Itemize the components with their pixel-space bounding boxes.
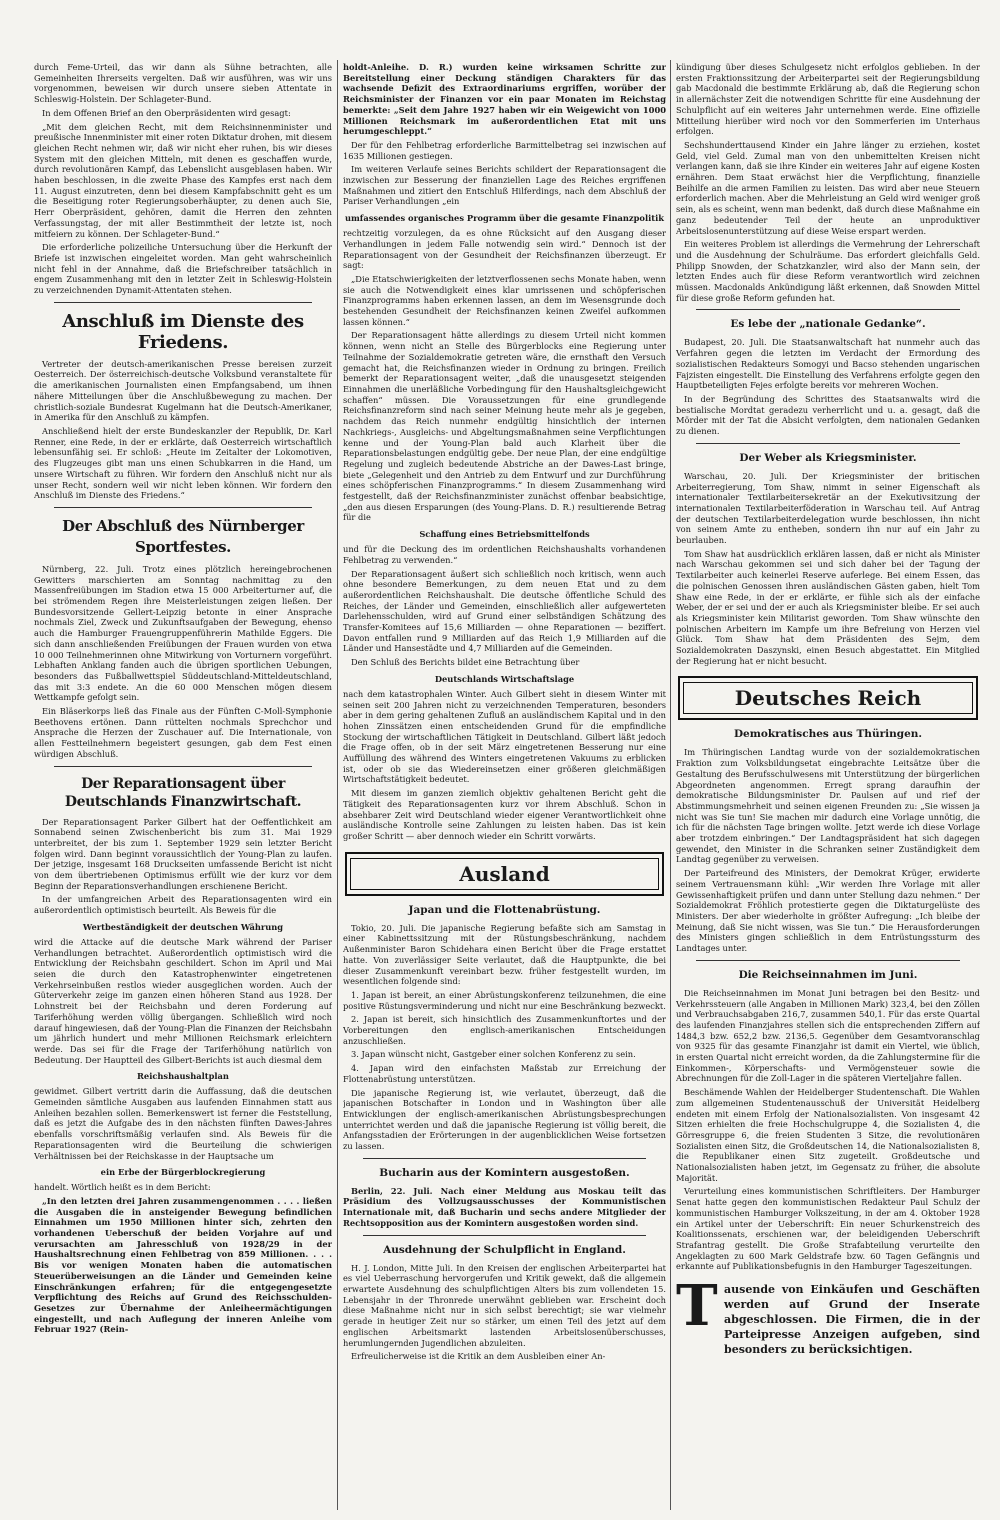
paragraph: durch Feme-Urteil, das wir dann als Sühne betrachten, alle Gemeinheiten Ihrerseits vergelten. Daß wir ausführen, was wir uns vorgenommen, beweisen wir durch unsere sieben Attentate in Schleswig-Holstein. Der Schlageter-Bund. [34,62,332,105]
subheading: Deutschlands Wirtschaftslage [434,673,575,684]
paragraph: Vertreter der deutsch-amerikanischen Presse bereisen zurzeit Oesterreich. Der österreichisch-deutsche Volksbund veranstaltete für die amerikanischen Journalisten einen Empfangsabend, um ihnen nähere Mitteilungen über die Anschlußbewegung zu machen. Der christlich-soziale Bundesrat Kugelmann hat die Deutsch-Amerikaner, in Amerika für den Anschluß zu kämpfen. [34,358,332,423]
paragraph: und für die Deckung des im ordentlichen Reichshaushalts vorhandenen Fehlbetrag zu verwenden.“ [343,544,666,565]
paragraph: kündigung über dieses Schulgesetz nicht erfolglos geblieben. In der ersten Fraktionssitzung der Arbeiterpartei seit der Regierungsbildung gab Macdonald die bestimmte Erklärung ab, daß die Regierung schon in allernächster Zeit die notwendigen Schritte für eine Ausdehnung der Schulpflicht auf ein weiteres Jahr unternehmen werde. Eine offizielle Mitteilung hierüber wird noch vor den Sommerferien im Unterhaus erfolgen. [676,62,980,137]
paragraph: In der Begründung des Schrittes des Staatsanwalts wird die bestialische Mordtat geradezu verherrlicht und u. a. gesagt, daß die Mörder mit der Tat die Absicht verfolgten, dem nationalen Gedanken zu dienen. [676,393,980,437]
paragraph: Ein Bläserkorps ließ das Finale aus der Fünften C-Moll-Symphonie Beethovens ertönen. Dann rüttelten nochmals Sprechchor und Ansprache die Herzen der Zuschauer auf. Die Internationale, von allen Festteilnehmern begeistert gesungen, gab dem Fest einen würdigen Abschluß. [34,706,332,759]
paragraph: nach dem katastrophalen Winter. Auch Gilbert sieht in diesem Winter mit seinen seit 200 Jahren nicht zu verzeichnenden Temperaturen, besonders aber in dem gering gehaltenen Zufluß an ausländischem Kapital und in den hohen Zinssätzen einen entscheidenden Grund für die empfindliche Stockung der wirtschaftlichen Tätigkeit in Deutschland. Gilbert läßt jedoch die Frage offen, ob in der seit März eingetretenen Besserung nur eine Auffüllung des während des Winters eingetretenen Vakuums zu erblicken ist, oder ob sie das Wiedereinsetzen einer größeren gleichmäßigen Wirtschaftstätigkeit bedeutet. [343,688,666,785]
subheading: Wertbeständigkeit der deutschen Währung [82,921,284,932]
divider [696,443,960,444]
paragraph: rechtzeitig vorzulegen, da es ohne Rücksicht auf den Ausgang dieser Verhandlungen in jedem Falle notwendig sein wird.“ Dennoch ist der Reparationsagent von der Gesundheit der Reichsfinanzen überzeugt. Er sagt: [343,228,666,271]
paragraph: Mit diesem im ganzen ziemlich objektiv gehaltenen Bericht geht die Tätigkeit des Reparationsagenten kurz vor ihrem Abschluß. Schon in absehbarer Zeit wird Deutschland wieder eigener Verantwortlichkeit ohne ausländische Kontrolle seine Zahlungen zu leisten haben. Das ist kein großer Schritt — aber dennoch wieder ein Schritt vorwärts. [343,788,666,841]
paragraph: H. J. London, Mitte Juli. In den Kreisen der englischen Arbeiterpartei hat es viel Ueberraschung hervorgerufen und Kritik gewekt, daß die allgemein erwartete Ausdehnung des schulpflichtigen Alters bis zum vollendeten 15. Lebensjahr in der Thronrede unerwähnt geblieben war. Erscheint doch diese Maßnahme nicht nur in sich selbst berechtigt; sie war vielmehr gerade in heutiger Zeit nur so stärker, um einen Teil des jetzt auf dem englischen Arbeitsmarkt lastenden Arbeitslosenüberschusses, herumlungernden Jugendlichen abzuleiten. [343,1262,666,1348]
paragraph: Die erforderliche polizeiliche Untersuchung über die Herkunft der Briefe ist inzwischen eingeleitet worden. Man geht wahrscheinlich nicht fehl in der Annahme, daß die Briefschreiber tatsächlich in engem Zusammenhang mit den in letzter Zeit in Schleswig-Holstein zu verzeichnenden Dynamit-Attentaten stehen. [34,242,332,296]
paragraph: Berlin, 22. Juli. Nach einer Meldung aus Moskau teilt das Präsidium des Vollzugsausschusses der Kommunistischen Internationale mit, daß Bucharin und sechs andere Mitglieder der Rechtsopposition aus der Komintern ausgestoßen worden sind. [343,1185,666,1228]
headline-bucharin: Bucharin aus der Komintern ausgestoßen. [379,1166,630,1179]
paragraph: Der Reparationsagent äußert sich schließlich noch kritisch, wenn auch ohne besondere Bemerkungen, zu dem neuen Etat und zu dem außerordentlichen Reichshaushalt. Die deutsche öffentliche Schuld des Reiches, der Länder und Gemeinden, einschließlich aller aufgewerteten Darlehensschulden, wird auf Grund einer selbständigen Schätzung des Transfer-Komitees auf 15,6 Milliarden — ohne Reparationen — beziffert. Davon entfallen rund 9 Milliarden auf das Reich 1,9 Milliarden auf die Länder und Hansestädte und 4,7 Milliarden auf die Gemeinden. [343,568,666,654]
list-item: 4. Japan wird den einfachsten Maßstab zur Erreichung der Flottenabrüstung unterstützen. [343,1063,666,1084]
paragraph: Warschau, 20. Juli. Der Kriegsminister der britischen Arbeiterregierung, Tom Shaw, nimmt in seiner Eigenschaft als internationaler Textilarbeitersekretär an der Exekutivsitzung der internationalen Textilarbeiterföderation in Warschau teil. Auf Antrag der deutschen Textilarbeiterdelegation wurde beschlossen, ihn nicht von seinem Amte zu entheben, sondern ihn nur auf ein Jahr zu beurlauben. [676,470,980,546]
paragraph: Budapest, 20. Juli. Die Staatsanwaltschaft hat nunmehr auch das Verfahren gegen die letzten im Verdacht der Ermordung des sozialistischen Redakteurs Somogyi und Bacso stehenden ungarischen Fajzisten eingestellt. Die Einstellung des Verfahrens erfolgte gegen den Hauptbeteiligten Fejes erfolgte bereits vor mehreren Wochen. [676,337,980,391]
subheading: Reichshaushaltplan [137,1071,229,1082]
section-header-ausland [345,852,664,896]
headline-anschluss: Anschluß im Dienste des Friedens. [62,310,304,353]
paragraph: Der Parteifreund des Ministers, der Demokrat Krüger, erwiderte seinem Vertrauensmann kühl: „Wir werden Ihre Vorlage mit aller Gewissenhaftigkeit prüfen und dann unter Stellung dazu nehmen.“ Der Sozialdemokrat Fröhlich protestierte gegen die Diktaturgelüste des Ministers. Der aber wiederholte in größter Aufregung: „Ich bleibe der Meinung, daß Sie nicht wissen, was Sie tun.“ Die Herausforderungen des Ministers gingen schließlich in dem Entrüstungssturm des Landtages unter. [676,868,980,954]
paragraph: Verurteilung eines kommunistischen Schriftleiters. Der Hamburger Senat hatte gegen den kommunistischen Redakteur Paul Schulz der kommunistischen Hamburger Volkszeitung, in der am 4. Oktober 1928 ein Artikel unter der Ueberschrift: Ein neuer Schurkenstreich des Koalitionssenats, erschienen war, der beleidigenden Ueberschrift Strafantrag gestellt. Die Große Strafabteilung verurteilte den Angeklagten zu 600 Mark Geldstrafe bzw. 60 Tagen Gefängnis und erkannte auf Publikationsbefugnis in den Hamburger Tageszeitungen. [676,1186,980,1272]
paragraph: Tom Shaw hat ausdrücklich erklären lassen, daß er nicht als Minister nach Warschau gekommen sei und sich daher bei der Tagung der Textilarbeiter auch keinerlei Reserve auferlege. Bei einem Essen, das die polnischen Genossen ihren ausländischen Gästen gaben, hielt Tom Shaw eine Rede, in der er erklärte, er fühle sich als der einfache Weber, der er sei und der er auch als Kriegsminister bleibe. Er sei auch als Kriegsminister kein Militarist geworden. Tom Shaw wünschte den polnischen Arbeitern im Kampfe um ihre Befreiung von Herzen viel Glück. Tom Shaw hat dem Präsidenten des Sejm, dem Sozialdemokraten Daszynski, einen Besuch abgestattet. Ein Mitglied der Regierung hat er nicht besucht. [676,548,980,666]
paragraph: holdt-Anleihe. D. R.) wurden keine wirksamen Schritte zur Bereitstellung einer Deckung ständigen Charakters für das wachsende Defizit des Extraordinariums ergriffen, worüber der Reichsminister der Finanzen vor ein paar Monaten im Reichstag bemerkte: „Seit dem Jahre 1927 haben wir ein Weigewicht von 1000 Millionen Reichsmark im außerordentlichen Etat mit uns herumgeschleppt.“ [343,62,666,137]
subheading: ein Erbe der Bürgerblockregierung [100,1167,266,1178]
list-item: 1. Japan ist bereit, an einer Abrüstungskonferenz teilzunehmen, die eine positive Rüstungsverminderung und nicht nur eine Beschränkung bezweckt. [343,989,666,1011]
divider [696,960,960,961]
quote: „Die Etatschwierigkeiten der letztverflossenen sechs Monate haben, wenn sie auch die Notwendigkeit eines klar umrissenen und schöpferischen Finanzprogramms haben erkennen lassen, an dem im Wesensgrunde doch bestehenden Gesundheit der Reichsfinanzen keinen Zweifel aufkommen lassen können.“ [343,273,666,327]
paragraph: Der für den Fehlbetrag erforderliche Barmittelbetrag sei inzwischen auf 1635 Millionen gestiegen. [343,139,666,161]
divider [696,309,960,310]
section-header-deutsches-reich [678,676,978,720]
headline-japan: Japan und die Flottenabrüstung. [408,903,601,916]
column-left [34,0,332,1520]
divider [54,766,312,767]
column-middle [343,0,666,1520]
paragraph: gewidmet. Gilbert vertritt darin die Auffassung, daß die deutschen Gemeinden sämtliche Ausgaben aus laufenden Einnahmen statt aus Anleihen bezahlen sollen. Bemerkenswert ist ferner die Feststellung, daß es jetzt die Aufgabe des in den nächsten fünften Dawes-Jahres ebenfalls vorschriftsmäßig verlaufen sind. Als Beweis für die Reparationsagenten wird die Beurteilung die schwierigen Verhältnissen bei der Reichskasse in der Hauptsache um [34,1086,332,1161]
paragraph: Im weiteren Verlaufe seines Berichts schildert der Reparationsagent die inzwischen zur Besserung der finanziellen Lage des Reiches ergriffenen Maßnahmen und zitiert den Entschluß Hilferdings, nach dem Abschluß der Pariser Verhandlungen „ein [343,164,666,207]
paragraph: Die Reichseinnahmen im Monat Juni betragen bei den Besitz- und Verkehrssteuern (alle Angaben in Millionen Mark) 323,4, bei den Zöllen und Verbrauchsabgaben 216,7, zusammen 540,1. Für das erste Quartal des laufenden Finanzjahres stellen sich die entsprechenden Ziffern auf 1484,3 bzw. 652,2 bzw. 2136,5. Gegenüber dem Gesamtvoranschlag von 9325 für das gesamte Finanzjahr ist damit ein Viertel, wie üblich, in ersten Quartal nicht erreicht worden, da die Zahlungstermine für die Einkommen-, Körperschafts- und Vermögensteuer sowie die Abrechnungen für die Zoll-Lager in die späteren Vierteljahre fallen. [676,987,980,1084]
paragraph: handelt. Wörtlich heißt es in dem Bericht: [34,1182,211,1193]
quote: „Mit dem gleichen Recht, mit dem Reichsinnenminister und preußische Innenminister mit einer roten Diktatur drohen, mit diesem gleichen Recht nehmen wir, daß wir nicht eher ruhen, bis wir dieses System mit den gleichen Mitteln, mit denen es geschaffen wurde, durch revolutionären Kampf, das Lebenslicht ausgeblasen haben. Wir haben beschlossen, in die zweite Phase des Kampfes erst nach dem 11. August einzutreten, denn bei diesem Kampfabschnitt geht es um die Beseitigung roter Regierungsoberhäupter, zu denen auch Sie, Herr Oberpräsident, gehören, damit die Herren den zehnten Verfassungstag, der mit aller Bestimmtheit der letzte ist, noch mitfeiern zu können. Der Schlageter-Bund.“ [34,121,332,239]
paragraph: Erfreulicherweise ist die Kritik an dem Ausbleiben einer An- [351,1351,606,1362]
paragraph: Den Schluß des Berichts bildet eine Betrachtung über [351,657,580,668]
divider [54,302,312,303]
paragraph: Nürnberg, 22. Juli. Trotz eines plötzlich hereingebrochenen Gewitters marschierten am Sonntag nachmittag zu den Massenfreiübungen im Stadion etwa 15 000 Arbeiterturner auf, die bei strömendem Regen ihre Meisterleistungen zeigen ließen. Der Bundesvorsitzende Gellert-Leipzig betonte in einer Ansprache nochmals Ziel, Zweck und Zukunftsaufgaben der Bewegung, ehenso auch die Hamburger Frauengruppenführerin Mathilde Eggers. Die sich dann anschließenden Freiübungen der Frauen wurden von etwa 10 000 Teilnehmerinnen ohne Mitwirkung von Vorturnern vorgeführt. Lebhaften Anklang fanden auch die übrigen sportlichen Uebungen, besonders das Fußballwettspiel Süddeutschland-Mitteldeutschland, das mit 3:3 endete. An die 60 000 Menschen mögen diesem Wettkampfe gefolgt sein. [34,563,332,703]
list-item: 3. Japan wünscht nicht, Gastgeber einer solchen Konferenz zu sein. [351,1049,636,1060]
section-title: Deutsches Reich [734,686,922,711]
headline-reichseinnahmen: Die Reichseinnahmen im Juni. [738,968,918,981]
subheading: umfassendes organisches Programm über die gesamte Finanzpolitik [344,213,664,224]
headline-weber: Der Weber als Kriegsminister. [739,451,917,464]
paragraph: Ein weiteres Problem ist allerdings die Vermehrung der Lehrerschaft und die Ausdehnung der Schulräume. Das erfordert gleichfalls Geld. Philipp Snowden, der Schatzkanzler, wird also der Mann sein, der letzten Endes auch für diese Reform verantwortlich wird zeichnen müssen. Macdonalds Ankündigung läßt erkennen, daß Snowden Mittel für diese große Reform gefunden hat. [676,239,980,303]
headline-thueringen: Demokratisches aus Thüringen. [733,728,923,741]
drop-cap: T [676,1273,718,1340]
paragraph: Der Reparationsagent hätte allerdings zu diesem Urteil nicht kommen können, wenn nicht an Stelle des Bürgerblocks eine Regierung unter Teilnahme der Sozialdemokratie getreten wäre, die ernsthaft den Versuch gemacht hat, die Reichsfinanzen wieder in Ordnung zu bringen. Freilich bemerkt der Reparationsagent weiter, „daß die unausgesetzt steigenden Einnahmen die unerläßliche Vorbedingung für den Haushaltsgleichgewicht schaffen“ müssen. Die Voraussetzungen für eine grundlegende Reichsfinanzreform sind nach seiner Meinung heute mehr als je gegeben, nachdem das Reich nunmehr endgültig hinsichtlich der internen Nachkriegs-, Ausgleichs- und Abgeltungsmaßnahmen seine Verpflichtungen kenne und der Young-Plan bald auch Klarheit über die Reparationsbelastungen endgültig gebe. Der neue Plan, der eine endgültige Regelung und zugleich bedeutende Abstriche an der Dawes-Last bringe, biete „Gelegenheit und den Antrieb zu dem Entwurf und zur Durchführung eines schöpferischen Finanzprogramms.“ In diesem Zusammenhang wird festgestellt, daß der Reichsfinanzminister zunächst offenbar beabsichtige, „den aus diesen Ersparungen (des Young-Plans. D. R.) resultierende Betrag für die [343,330,666,523]
paragraph: In dem Offenen Brief an den Oberpräsidenten wird gesagt: [42,107,291,118]
column-rule [337,60,338,1510]
section-title: Ausland [459,861,550,886]
subheading: Schaffung eines Betriebsmittelfonds [419,529,590,540]
headline-nationale-gedanke: Es lebe der „nationale Gedanke“. [730,318,926,331]
divider [363,1158,646,1159]
paragraph: wird die Attacke auf die deutsche Mark während der Pariser Verhandlungen betrachtet. Außerordentlich optimistisch wird die Entwicklung der Reichsbahn geschildert. Schon im April und Mai seien die durch den Katastrophenwinter eingetretenen Verkehrseinbußen restlos wieder ausgeglichen worden. Auch der Güterverkehr zeige im ganzen einen höheren Stand aus 1928. Der Lohnstreit bei der Reichsbahn und deren Forderung auf Tariferhöhung werden völlig übergangen. Schließlich wird noch darauf hingewiesen, daß der Young-Plan die Finanzen der Reichsbahn um jährlich hundert und mehr Millionen Reichsmark erleichtern werde. Das sei für die Frage der Tariferhöhung natürlich von Bedeutung. Der Hauptteil des Gilbert-Berichts ist auch diesmal dem [34,936,332,1065]
paragraph: Sechshunderttausend Kinder ein Jahre länger zu erziehen, kostet Geld, viel Geld. Zumal man von den unbemittelten Kreisen nicht verlangen kann, daß sie ihre Kinder ein weiteres Jahr auf eigene Kosten ernähren. Dem Staat erwächst hier die Verpflichtung, finanzielle Beihilfe an die armen Familien zu leisten. Das wird aber neue Steuern erforderlich machen. Aber die Mehrleistung an Geld wird weniger groß sein, als es scheint, wenn man bedenkt, daß durch diese Maßnahme ein ganz bedeutender Teil der heute an unproduktiver Arbeitslosenunterstützung auf diese Weise erspart werden. [676,139,980,236]
quote: „In den letzten drei Jahren zusammengenommen . . . . ließen die Ausgaben die in ansteigender Bewegung befindlichen Einnahmen um 1950 Millionen hinter sich, zehrten den vorhandenen Ueberschuß der beiden Vorjahre auf und verursachten am Jahresschluß von 1928/29 in der Haushaltsrechnung einen Fehlbetrag von 859 Millionen. . . . Bis vor wenigen Monaten haben die automatischen Steuerüberweisungen an die Länder und Gemeinden keine Einschränkungen erfahren; für die entgegengesetzte Verpflichtung des Reichs auf Grund des Reichsschulden-Gesetzes zur Übernahme der Anleiheermächtigungen eingestellt, und nach Auflegung der inneren Anleihe vom Februar 1927 (Rein- [34,1195,332,1335]
paragraph: In der umfangreichen Arbeit des Reparationsagenten wird ein außerordentlich optimistisch beurteilt. Als Beweis für die [34,894,332,916]
headline-sportfest: Der Abschluß des Nürnberger Sportfestes. [62,516,304,556]
headline-schulpflicht: Ausdehnung der Schulpflicht in England. [383,1243,626,1256]
paragraph: Anschließend hielt der erste Bundeskanzler der Republik, Dr. Karl Renner, eine Rede, in der er erklärte, daß Oesterreich wirtschaftlich lebensunfähig sei. Er schloß: „Heute im Zeitalter der Lokomotiven, des Flugzeuges gibt man uns einen Schubkarren in die Hand, um unsere Wirtschaft zu führen. Wir fordern den Anschluß nicht nur als unser Recht, sondern weil wir nicht leben können. Wir fordern den Anschluß im Dienste des Friedens.“ [34,425,332,501]
paragraph: Im Thüringischen Landtag wurde von der sozialdemokratischen Fraktion zum Volksbildungsetat eingebrachte Leitsätze über die Gestaltung des Berufsschulwesens mit Unterstützung der bürgerlichen Abgeordneten angenommen. Erregt sprang daraufhin der demokratische Bildungsminister Dr. Paulsen auf und rief der Abstimmungsmehrheit und seinen eigenen Freunden zu: „Sie wissen ja nicht was Sie tun! Sie machen mir dadurch eine Vorlage unnötig, die ich für die nächsten Tage bringen wollte. Jetzt werde ich diese Vorlage aber trotzdem einbringen.“ Der Landtagspräsident hat sich dagegen gewendet, den Minister in die Schranken seiner Zuständigkeit dem Landtag gegenüber zu verweisen. [676,747,980,865]
advertisement-notice [676,1273,980,1357]
ad-text: ausende von Einkäufen und Geschäften werden auf Grund der Inserate abgeschlossen. Die Firmen, die in der Parteipresse Anzeigen aufgeben, sind besonders zu berücksichtigen. [724,1283,980,1357]
paragraph: Der Reparationsagent Parker Gilbert hat der Oeffentlichkeit am Sonnabend seinen Zwischenbericht bis zum 31. Mai 1929 unterbreitet, der bis zum 1. September 1929 sein letzter Bericht folgen wird. Dann beginnt voraussichtlich der Young-Plan zu laufen. Der jetzige, insgesamt 168 Druckseiten umfassende Bericht ist nicht von dem übertriebenen Optimismus erfüllt wie der kurz vor dem Beginn der Reparationsverhandlungen erschienene Bericht. [34,816,332,891]
column-right [676,0,980,1520]
column-rule [670,60,671,1510]
paragraph: Die japanische Regierung ist, wie verlautet, überzeugt, daß die japanischen Botschafter in London und in Washington über alle Entwicklungen der englisch-amerikanischen Abrüstungsbesprechungen unterrichtet werden und daß die japanische Regierung ist völlig bereit, die Anfangsstadien der Erörterungen in der augenblicklichen Weise fortsetzen zu lassen. [343,1087,666,1152]
divider [54,507,312,508]
list-item: 2. Japan ist bereit, sich hinsichtlich des Zusammenkunftortes und der Vorbereitungen den englisch-amerikanischen Entscheidungen anzuschließen. [343,1014,666,1046]
headline-reparationsagent: Der Reparationsagent über Deutschlands Finanzwirtschaft. [64,775,302,810]
paragraph: Beschämende Wahlen der Heidelberger Studentenschaft. Die Wahlen zum allgemeinen Studentenausschuß der Universität Heidelberg endeten mit einem Erfolg der Nationalsozialisten. Von insgesamt 42 Sitzen erhielten die freie Hochschulgruppe 4, die Sozialisten 4, die Görresgruppe 6, die freien Studenten 3 Sitze, die revolutionären Sozialisten einen Sitz, die Großdeutschen 14, die Nationalsozialisten 8, die Republikaner einen Sitz zugeteilt. Großdeutsche und Nationalsozialisten haben jetzt, im Gegensatz zu früher, die absolute Majorität. [676,1087,980,1183]
paragraph: Tokio, 20. Juli. Die japanische Regierung befaßte sich am Samstag in einer Kabinettssitzung mit der Rüstungsbeschränkung, nachdem Außenminister Baron Schidehara einen Bericht über die Frage erstattet hatte. Von zuverlässiger Seite verlautet, daß die Hauptpunkte, die bei dieser Zusammenkunft vereinbart bezw. früher festgestellt wurden, im wesentlichen folgende sind: [343,922,666,987]
divider [363,1235,646,1236]
